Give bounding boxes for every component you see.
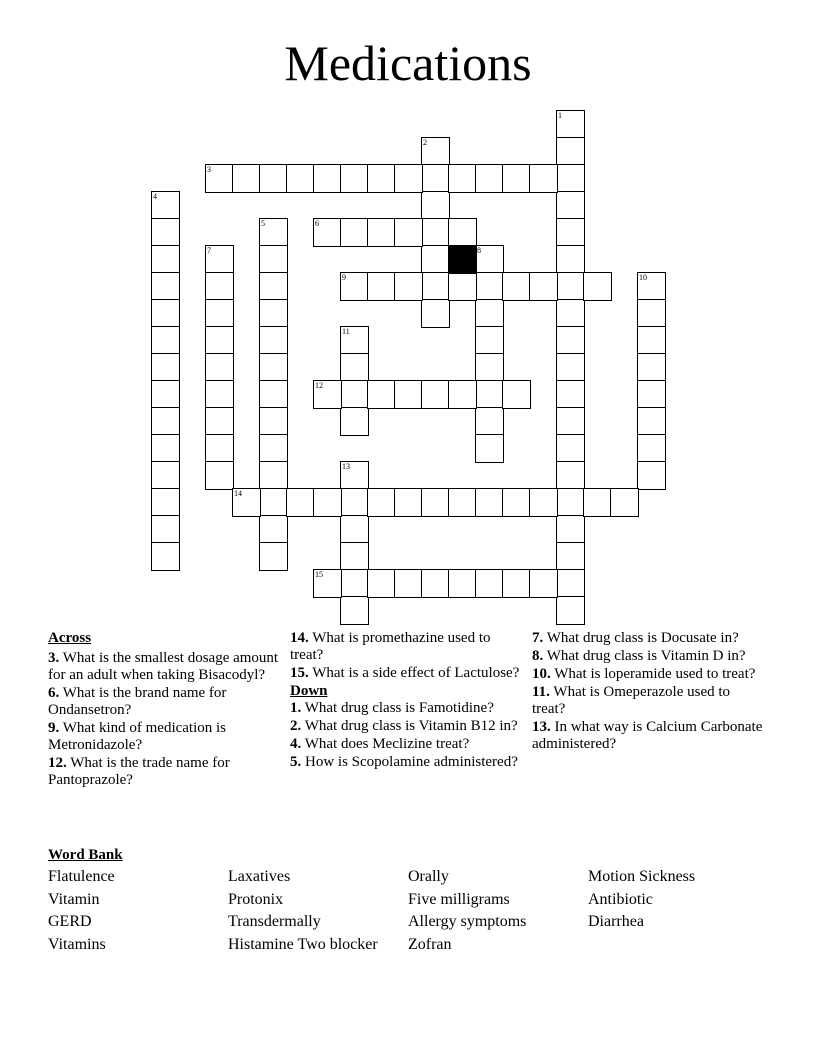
grid-cell[interactable]: [340, 380, 369, 409]
grid-cell[interactable]: [340, 164, 369, 193]
grid-cell[interactable]: [637, 407, 666, 436]
clue-down-4: 4. What does Meclizine treat?: [290, 736, 470, 752]
grid-cell[interactable]: [367, 164, 396, 193]
grid-cell[interactable]: [421, 272, 450, 301]
grid-cell[interactable]: [205, 272, 234, 301]
down-header: Down: [290, 683, 328, 699]
grid-cell[interactable]: [475, 407, 504, 436]
clue-down-1: 1. What drug class is Famotidine?: [290, 700, 494, 716]
clue-number: 15: [315, 570, 323, 579]
black-cell: [448, 245, 477, 274]
grid-cell[interactable]: [259, 434, 288, 463]
grid-cell[interactable]: [259, 488, 288, 517]
clue-down-5: 5. How is Scopolamine administered?: [290, 754, 518, 770]
grid-cell[interactable]: [502, 488, 531, 517]
clue-number: 9: [342, 273, 346, 282]
grid-cell[interactable]: [205, 245, 234, 274]
grid-cell[interactable]: [556, 272, 585, 301]
grid-cell[interactable]: [556, 569, 585, 598]
grid-cell[interactable]: [556, 137, 585, 166]
grid-cell[interactable]: [205, 353, 234, 382]
grid-cell[interactable]: [475, 245, 504, 274]
grid-cell[interactable]: [475, 569, 504, 598]
grid-cell[interactable]: [637, 326, 666, 355]
grid-cell[interactable]: [259, 353, 288, 382]
grid-cell[interactable]: [313, 488, 342, 517]
grid-cell[interactable]: [340, 542, 369, 571]
word-bank-item: GERD: [48, 913, 92, 931]
grid-cell[interactable]: [556, 299, 585, 328]
grid-cell[interactable]: [205, 326, 234, 355]
grid-cell[interactable]: [151, 515, 180, 544]
grid-cell[interactable]: [259, 245, 288, 274]
grid-cell[interactable]: [151, 407, 180, 436]
clue-down-10: 10. What is loperamide used to treat?: [532, 666, 756, 682]
grid-cell[interactable]: [151, 542, 180, 571]
grid-cell[interactable]: [313, 380, 342, 409]
grid-cell[interactable]: [448, 569, 477, 598]
grid-cell[interactable]: [556, 245, 585, 274]
clue-number: 12: [315, 381, 323, 390]
grid-cell[interactable]: [151, 218, 180, 247]
grid-cell[interactable]: [394, 380, 423, 409]
clue-across-3: 3. What is the smallest dosage amount for an adult when taking Bisacodyl?: [48, 650, 279, 683]
word-bank-item: Five milligrams: [408, 890, 510, 908]
grid-cell[interactable]: [367, 272, 396, 301]
grid-cell[interactable]: [556, 191, 585, 220]
clue-across-6: 6. What is the brand name for Ondansetron?: [48, 685, 227, 718]
word-bank-item: Flatulence: [48, 868, 115, 885]
grid-cell[interactable]: [340, 596, 369, 625]
clue-down-8: 8. What drug class is Vitamin D in?: [532, 648, 746, 664]
grid-cell[interactable]: [259, 380, 288, 409]
grid-cell[interactable]: [529, 272, 558, 301]
grid-cell[interactable]: [556, 380, 585, 409]
clue-across-14: 14. What is promethazine used to treat?: [290, 630, 491, 663]
grid-cell[interactable]: [151, 245, 180, 274]
grid-cell[interactable]: [448, 488, 477, 517]
grid-cell[interactable]: [421, 245, 450, 274]
word-bank-item: Zofran: [408, 936, 452, 954]
grid-cell[interactable]: [151, 353, 180, 382]
word-bank-item: Orally: [408, 868, 449, 885]
grid-cell[interactable]: [340, 515, 369, 544]
clues-column-2: [290, 630, 525, 772]
grid-cell[interactable]: [394, 272, 423, 301]
grid-cell[interactable]: [475, 164, 504, 193]
grid-cell[interactable]: [394, 569, 423, 598]
grid-cell[interactable]: [394, 488, 423, 517]
word-bank-item: Protonix: [228, 890, 284, 908]
clues-column-3: [532, 630, 767, 754]
grid-cell[interactable]: [475, 326, 504, 355]
clue-number: 3: [207, 165, 211, 174]
grid-cell[interactable]: [259, 272, 288, 301]
clue-number: 1: [558, 111, 562, 120]
clue-across-15: 15. What is a side effect of Lactulose?: [290, 665, 520, 681]
grid-cell[interactable]: [637, 461, 666, 490]
clue-number: 5: [261, 219, 265, 228]
grid-cell[interactable]: [151, 461, 180, 490]
word-bank-item: Vitamin: [48, 890, 100, 908]
grid-cell[interactable]: [475, 353, 504, 382]
grid-cell[interactable]: [502, 380, 531, 409]
grid-cell[interactable]: [421, 569, 450, 598]
grid-cell[interactable]: [556, 434, 585, 463]
grid-cell[interactable]: [421, 137, 450, 166]
grid-cell[interactable]: [529, 488, 558, 517]
grid-cell[interactable]: [556, 596, 585, 625]
grid-cell[interactable]: [529, 164, 558, 193]
grid-cell[interactable]: [286, 488, 315, 517]
word-bank-item: Antibiotic: [588, 890, 653, 908]
grid-cell[interactable]: [421, 299, 450, 328]
grid-cell[interactable]: [340, 407, 369, 436]
grid-cell[interactable]: [340, 461, 369, 490]
grid-cell[interactable]: [637, 299, 666, 328]
grid-cell[interactable]: [313, 218, 342, 247]
clue-across-12: 12. What is the trade name for Pantoprazole?: [48, 755, 230, 788]
clue-number: 6: [315, 219, 319, 228]
grid-cell[interactable]: [421, 218, 450, 247]
grid-cell[interactable]: [448, 380, 477, 409]
grid-cell[interactable]: [502, 272, 531, 301]
grid-cell[interactable]: [637, 380, 666, 409]
grid-cell[interactable]: [556, 164, 585, 193]
grid-cell[interactable]: [421, 164, 450, 193]
grid-cell[interactable]: [367, 380, 396, 409]
grid-cell[interactable]: [259, 542, 288, 571]
grid-cell[interactable]: [556, 515, 585, 544]
grid-cell[interactable]: [151, 272, 180, 301]
grid-cell[interactable]: [556, 407, 585, 436]
word-bank-item: Laxatives: [228, 868, 291, 885]
grid-cell[interactable]: [421, 488, 450, 517]
grid-cell[interactable]: [637, 434, 666, 463]
grid-cell[interactable]: [340, 353, 369, 382]
grid-cell[interactable]: [205, 461, 234, 490]
grid-cell[interactable]: [367, 218, 396, 247]
grid-cell[interactable]: [205, 299, 234, 328]
word-bank-item: Motion Sickness: [588, 868, 696, 885]
grid-cell[interactable]: [556, 218, 585, 247]
word-bank-item: Diarrhea: [588, 913, 644, 931]
grid-cell[interactable]: [259, 218, 288, 247]
grid-cell[interactable]: [421, 191, 450, 220]
grid-cell[interactable]: [340, 488, 369, 517]
clues-column-1: [48, 630, 283, 790]
grid-cell[interactable]: [205, 380, 234, 409]
grid-cell[interactable]: [205, 434, 234, 463]
grid-cell[interactable]: [394, 164, 423, 193]
clue-number: 8: [477, 246, 481, 255]
grid-cell[interactable]: [367, 488, 396, 517]
grid-cell[interactable]: [232, 488, 261, 517]
grid-cell[interactable]: [232, 164, 261, 193]
grid-cell[interactable]: [529, 569, 558, 598]
grid-cell[interactable]: [151, 434, 180, 463]
clue-down-2: 2. What drug class is Vitamin B12 in?: [290, 718, 518, 734]
grid-cell[interactable]: [610, 488, 639, 517]
grid-cell[interactable]: [502, 569, 531, 598]
grid-cell[interactable]: [637, 272, 666, 301]
grid-cell[interactable]: [475, 272, 504, 301]
grid-cell[interactable]: [556, 542, 585, 571]
grid-cell[interactable]: [151, 191, 180, 220]
grid-cell[interactable]: [151, 380, 180, 409]
grid-cell[interactable]: [475, 380, 504, 409]
clue-number: 14: [234, 489, 242, 498]
word-bank-item: Vitamins: [48, 936, 106, 954]
clue-number: 7: [207, 246, 211, 255]
grid-cell[interactable]: [313, 164, 342, 193]
grid-cell[interactable]: [583, 272, 612, 301]
grid-cell[interactable]: [151, 326, 180, 355]
clue-number: 4: [153, 192, 157, 201]
word-bank-item: Transdermally: [228, 913, 321, 931]
across-header: Across: [48, 630, 92, 646]
clue-across-9: 9. What kind of medication is Metronidazole?: [48, 720, 227, 753]
grid-cell[interactable]: [313, 569, 342, 598]
grid-cell[interactable]: [637, 353, 666, 382]
grid-cell[interactable]: [394, 218, 423, 247]
grid-cell[interactable]: [583, 488, 612, 517]
clue-number: 10: [639, 273, 647, 282]
grid-cell[interactable]: [259, 164, 288, 193]
grid-cell[interactable]: [448, 272, 477, 301]
clue-number: 13: [342, 462, 350, 471]
clue-down-11: 11. What is Omeperazole used to treat?: [532, 684, 731, 717]
clue-number: 2: [423, 138, 427, 147]
grid-cell[interactable]: [340, 569, 369, 598]
grid-cell[interactable]: [259, 461, 288, 490]
grid-cell[interactable]: [340, 218, 369, 247]
grid-cell[interactable]: [205, 407, 234, 436]
grid-cell[interactable]: [259, 326, 288, 355]
grid-cell[interactable]: [448, 164, 477, 193]
clue-down-13: 13. In what way is Calcium Carbonate administered?: [532, 719, 763, 752]
word-bank-header: Word Bank: [48, 847, 123, 863]
page-title: Medications: [284, 35, 532, 91]
grid-cell[interactable]: [367, 569, 396, 598]
grid-cell[interactable]: [259, 515, 288, 544]
grid-cell[interactable]: [448, 218, 477, 247]
clue-down-7: 7. What drug class is Docusate in?: [532, 630, 739, 646]
grid-cell[interactable]: [286, 164, 315, 193]
grid-cell[interactable]: [205, 164, 234, 193]
grid-cell[interactable]: [556, 353, 585, 382]
grid-cell[interactable]: [151, 299, 180, 328]
clue-number: 11: [342, 327, 350, 336]
grid-cell[interactable]: [421, 380, 450, 409]
word-bank-item: Allergy symptoms: [408, 913, 527, 931]
grid-cell[interactable]: [475, 299, 504, 328]
grid-cell[interactable]: [556, 110, 585, 139]
grid-cell[interactable]: [556, 326, 585, 355]
grid-cell[interactable]: [259, 299, 288, 328]
grid-cell[interactable]: [151, 488, 180, 517]
grid-cell[interactable]: [340, 272, 369, 301]
grid-cell[interactable]: [502, 164, 531, 193]
grid-cell[interactable]: [475, 488, 504, 517]
word-bank-item: Histamine Two blocker: [228, 936, 378, 954]
grid-cell[interactable]: [259, 407, 288, 436]
grid-cell[interactable]: [475, 434, 504, 463]
grid-cell[interactable]: [340, 326, 369, 355]
grid-cell[interactable]: [556, 488, 585, 517]
grid-cell[interactable]: [556, 461, 585, 490]
